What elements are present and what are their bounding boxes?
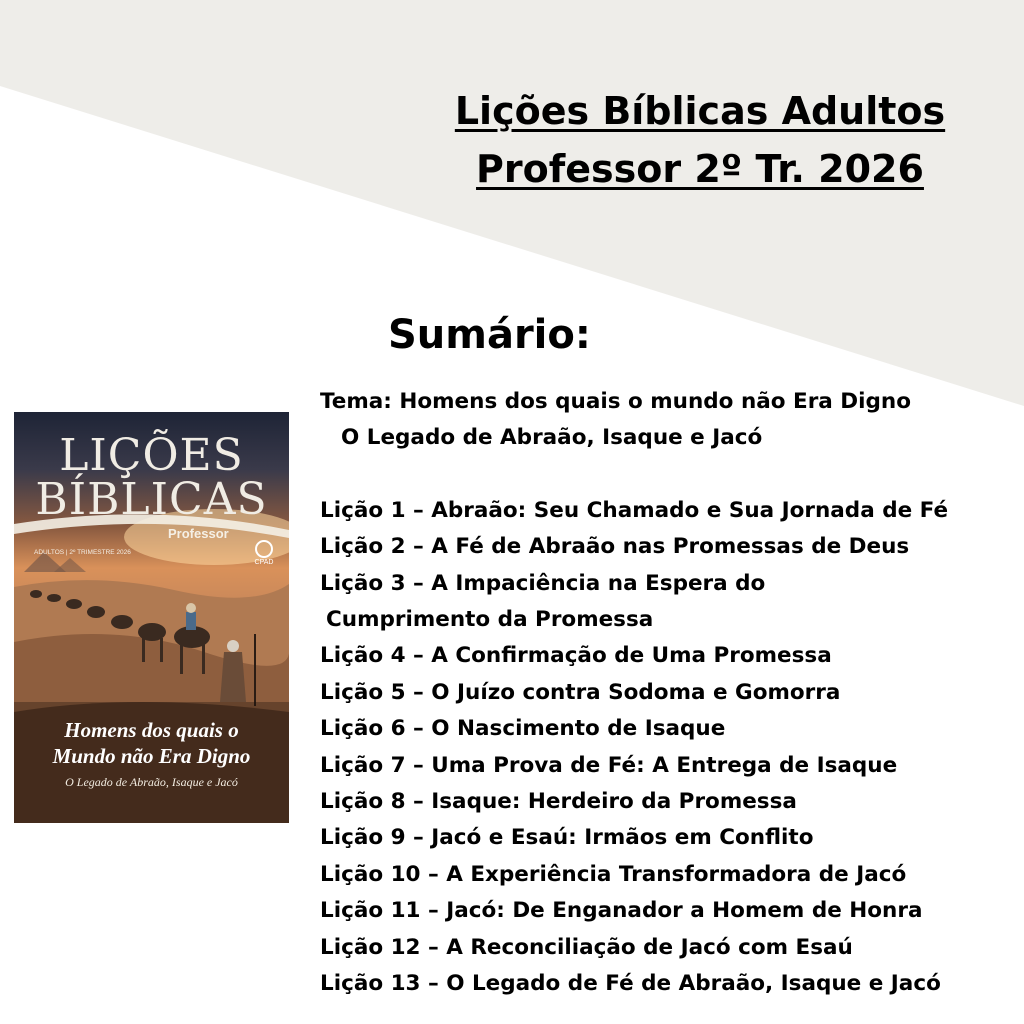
lesson-item: Lição 10 – A Experiência Transformadora de Jacó [320,861,907,887]
lesson-item: Lição 7 – Uma Prova de Fé: A Entrega de Isaque [320,752,898,778]
cover-title-line-2: BÍBLICAS [35,474,268,525]
cover-subtitle-line-1: Homens dos quais o [64,718,239,742]
cover-subtitle-line-3: O Legado de Abraão, Isaque e Jacó [65,775,238,789]
cover-title-line-1: LIÇÕES [59,430,244,481]
theme-line-2: O Legado de Abraão, Isaque e Jacó [341,425,763,451]
lesson-item: Lição 1 – Abraão: Seu Chamado e Sua Jornada de Fé [320,497,949,523]
summary-heading: Sumário: [388,312,591,358]
theme-line-1: Tema: Homens dos quais o mundo não Era Digno [320,389,911,414]
lesson-item: Lição 5 – O Juízo contra Sodoma e Gomorra [320,679,841,705]
lesson-item: Lição 2 – A Fé de Abraão nas Promessas de Deus [320,534,910,560]
lesson-item: Lição 3 – A Impaciência na Espera do [320,570,766,596]
lesson-item-continuation: Cumprimento da Promessa [326,607,654,633]
book-cover [14,412,289,823]
publisher-name: CPAD [254,559,274,566]
cover-subtitle-line-2: Mundo não Era Digno [52,744,251,768]
lesson-item: Lição 6 – O Nascimento de Isaque [320,716,726,742]
lesson-item: Lição 13 – O Legado de Fé de Abraão, Isaque e Jacó [320,971,941,997]
cover-meta: ADULTOS | 2º TRIMESTRE 2026 [34,549,131,556]
cover-edition-label: Professor [168,526,229,541]
publisher-logo-icon [255,540,273,558]
lesson-item: Lição 9 – Jacó e Esaú: Irmãos em Conflito [320,825,814,851]
lesson-item: Lição 4 – A Confirmação de Uma Promessa [320,643,832,669]
publisher-logo [252,540,276,570]
title-line-1: Lições Bíblicas Adultos [454,89,946,133]
spacer [320,457,1020,493]
summary-list [320,384,1020,1003]
title-line-2: Professor 2º Tr. 2026 [476,147,924,191]
lesson-item: Lição 8 – Isaque: Herdeiro da Promessa [320,789,797,815]
lesson-item: Lição 12 – A Reconciliação de Jacó com Esaú [320,934,853,960]
page-title [400,82,1000,198]
lesson-item: Lição 11 – Jacó: De Enganador a Homem de Honra [320,898,923,924]
